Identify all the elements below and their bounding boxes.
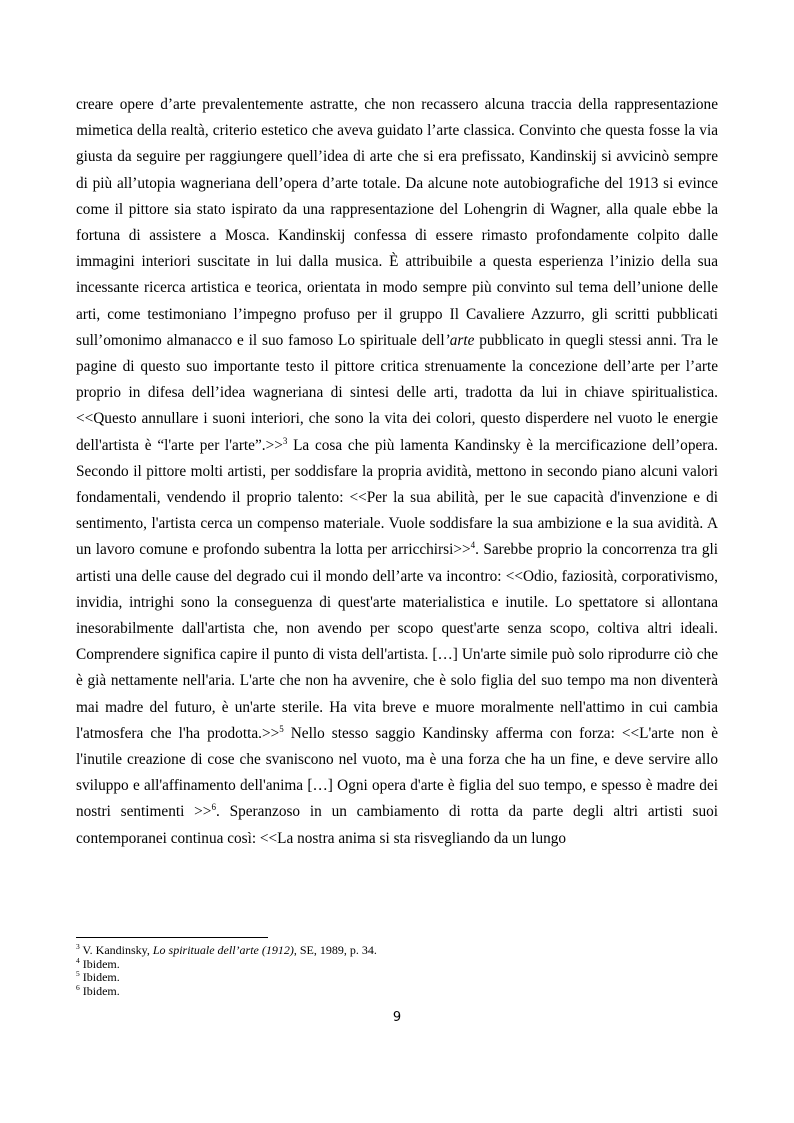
page-number: 9 (392, 1010, 402, 1025)
text-run: pubblicato in quegli stessi anni. Tra le pagine di questo suo importante testo il pittore critica strenuamente la concezione dell’arte per l’arte proprio in difesa dell’idea wagneriana di sintesi delle arti, tradotta da lui in chiave spiritualistica. <<Questo annullare i suoni interiori, che sono la vita dei colori, questo disperdere nel vuoto le energie dell'artista è “l'arte per l'arte”.>> (76, 331, 718, 454)
footnote-4 (76, 955, 718, 972)
footnote-6 (76, 982, 718, 999)
footnote-text: Ibidem. (79, 956, 120, 971)
footnote-text: Ibidem. (79, 970, 120, 985)
footnote-text: V. Kandinsky, (79, 943, 153, 957)
footnote-ref-5[interactable]: 5 (279, 723, 284, 734)
text-run: La cosa che più lamenta Kandinsky è la mercificazione dell’opera. Secondo il pittore molti artisti, per soddisfare la propria avidità, mettono in secondo piano alcuni valori fondamentali, vendendo il proprio talento: <<Per la sua abilità, per le sue capacità d'invenzione e di sentimento, l'artista cerca un compenso materiale. Vuole soddisfare la sua ambizione e la sua avidità. A un lavoro comune e profondo subentra la lotta per arricchirsi>> (76, 436, 718, 559)
footnote-3 (76, 944, 718, 958)
footnote-text: Ibidem. (79, 983, 120, 998)
italic-text-run: ’arte (444, 331, 475, 349)
footnote-number: 5 (76, 969, 80, 979)
footnote-5 (76, 971, 718, 985)
footnote-ref-6[interactable]: 6 (211, 802, 216, 813)
body-paragraph (76, 92, 718, 852)
text-run: . Speranzoso in un cambiamento di rotta da parte degli altri artisti suoi contemporanei continua così: <<La nostra anima si sta risvegliando da un lungo (76, 803, 718, 847)
text-run: . Sarebbe proprio la concorrenza tra gli artisti una delle cause del degrado cui il mondo dell’arte va incontro: <<Odio, faziosità, corporativismo, invidia, intrighi sono la conseguenza di quest'arte materialistica e inutile. Lo spettatore si allontana inesorabilmente dall'artista che, non avendo per scopo quest'arte senza scopo, coltiva altri ideali. Comprendere significa capire il punto di vista dell'artista. […] Un'arte simile può solo riprodurre ciò che è già nettamente nell'aria. L'arte che non ha avvenire, che è solo figlia del suo tempo ma non diventerà mai madre del futuro, è un'arte sterile. Ha vita breve e muore moralmente nell'attimo in cui cambia l'atmosfera che l'ha prodotta.>> (76, 541, 718, 742)
text-run: creare opere d’arte prevalentemente astratte, che non recassero alcuna traccia della rappresentazione mimetica della realtà, criterio estetico che aveva guidato l’arte classica. Convinto che questa fosse la via giusta da seguire per raggiungere quell’idea di arte che si era prefissato, Kandinskij si avvicinò sempre di più all’utopia wagneriana dell’opera d’arte totale. Da alcune note autobiografiche del 1913 si evince come il pittore sia stato ispirato da una rappresentazione del Lohengrin di Wagner, alla quale ebbe la fortuna di assistere a Mosca. Kandinskij confessa di essere rimasto profondamente colpito dalle immagini interiori suscitate in lui dalla musica. È attribuibile a questa esperienza l’inizio della sua incessante ricerca artistica e teorica, orientata in modo sempre più convinto sul tema dell’unione delle arti, come testimoniano l’impegno profuso per il gruppo Il Cavaliere Azzurro, gli scritti pubblicati sull’omonimo almanacco e il suo famoso Lo spirituale dell (76, 96, 718, 349)
text-run: Nello stesso saggio Kandinsky afferma con forza: <<L'arte non è l'inutile creazione di cose che svaniscono nel vuoto, ma è una forza che ha un fine, e deve servire allo sviluppo e all'affinamento dell'anima […] Ogni opera d'arte è figlia del suo tempo, e spesso è madre dei nostri sentimenti >> (76, 724, 719, 821)
footnote-number: 4 (76, 955, 80, 965)
footnote-ref-4[interactable]: 4 (470, 540, 476, 551)
footnotes (76, 944, 718, 998)
footnote-number: 3 (76, 942, 80, 951)
footnote-number: 6 (76, 982, 80, 992)
footnote-text: , SE, 1989, p. 34. (293, 943, 377, 957)
footnote-book-title: Lo spirituale dell’arte (1912) (152, 943, 294, 957)
footnote-separator (76, 937, 268, 938)
footnote-ref-3[interactable]: 3 (282, 435, 288, 446)
